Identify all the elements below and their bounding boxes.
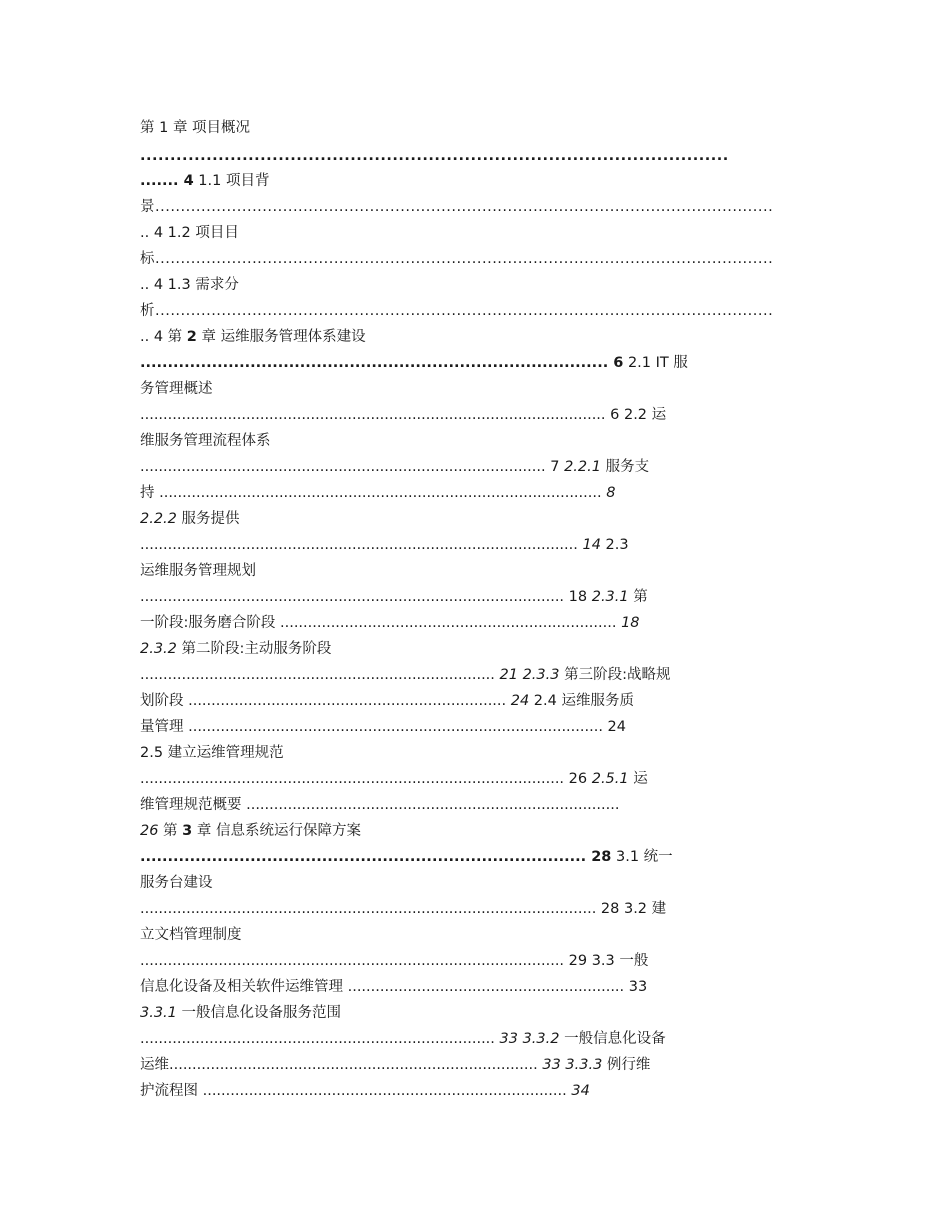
toc-entry-3-3-2[interactable]: ............................................................................. 33 3.3.2 一般信息化设备	[140, 1031, 666, 1047]
toc-chapter-2-title[interactable]: .. 4 第 2 章 运维服务管理体系建设	[140, 329, 366, 345]
toc-chapter-3-title[interactable]: 26 第 3 章 信息系统运行保障方案	[140, 823, 361, 839]
toc-entry-2-3-2[interactable]: 2.3.2 第二阶段:主动服务阶段	[140, 641, 332, 657]
toc-line: 信息化设备及相关软件运维管理 ............................................................ 33	[140, 979, 648, 995]
toc-entry-2-3-1[interactable]: ............................................................................................ 18 2.3.1 第	[140, 589, 648, 605]
toc-line: 维服务管理流程体系	[140, 433, 271, 449]
toc-entry-3-1[interactable]: ................................................................................. 28 3.1 统一	[140, 849, 673, 865]
toc-entry-2-2-2[interactable]: 2.2.2 服务提供	[140, 511, 240, 527]
toc-entry-2-5[interactable]: 2.5 建立运维管理规范	[140, 745, 284, 761]
toc-line: 服务台建设	[140, 875, 213, 891]
toc-entry-2-5-1[interactable]: ............................................................................................ 26 2.5.1 运	[140, 771, 648, 787]
toc-line: 持 ................................................................................................ 8	[140, 485, 616, 501]
toc-entry-2-3-3[interactable]: ............................................................................. 21 2.3.3 第三阶段:战略规	[140, 667, 671, 683]
toc-entry-3-2[interactable]: ................................................................................................... 28 3.2 建	[140, 901, 667, 917]
toc-line: 维管理规范概要 .................................................................................	[140, 797, 620, 813]
toc-line: 一阶段:服务磨合阶段 ......................................................................... 18	[140, 615, 640, 631]
toc-line: 标.........................................................................................................................	[140, 251, 774, 267]
toc-line: 量管理 .......................................................................................... 24	[140, 719, 626, 735]
toc-entry-2-4[interactable]: 划阶段 ..................................................................... 24 2.4 运维服务质	[140, 693, 634, 709]
toc-line: 务管理概述	[140, 381, 213, 397]
toc-entry-2-3[interactable]: ............................................................................................... 14 2.3	[140, 537, 629, 553]
toc-entry-2-1[interactable]: ..................................................................................... 6 2.1 IT 服	[140, 355, 688, 371]
toc-entry-3-3-3[interactable]: 运维................................................................................ 33 3.3.3 例行维	[140, 1057, 651, 1073]
toc-entry-2-2[interactable]: ..................................................................................................... 6 2.2 运	[140, 407, 667, 423]
toc-chapter-1-title: 第 1 章 项目概况	[140, 120, 251, 136]
toc-entry-1-2[interactable]: .. 4 1.2 项目目	[140, 225, 239, 241]
toc-leader-line: ..................................................................................................	[140, 148, 729, 164]
toc-entry-2-2-1[interactable]: ........................................................................................ 7 2.2.1 服务支	[140, 459, 650, 475]
toc-entry-3-3-1[interactable]: 3.3.1 一般信息化设备服务范围	[140, 1005, 342, 1021]
toc-line: 析.........................................................................................................................	[140, 303, 774, 319]
toc-entry-1-3[interactable]: .. 4 1.3 需求分	[140, 277, 239, 293]
toc-entry-3-3[interactable]: ............................................................................................ 29 3.3 一般	[140, 953, 649, 969]
toc-line: 护流程图 ............................................................................... 34	[140, 1083, 590, 1099]
toc-line: 运维服务管理规划	[140, 563, 256, 579]
toc-line: 景.........................................................................................................................	[140, 199, 774, 215]
toc-entry-1-1[interactable]: ....... 4 1.1 项目背	[140, 173, 270, 189]
toc-line: 立文档管理制度	[140, 927, 242, 943]
